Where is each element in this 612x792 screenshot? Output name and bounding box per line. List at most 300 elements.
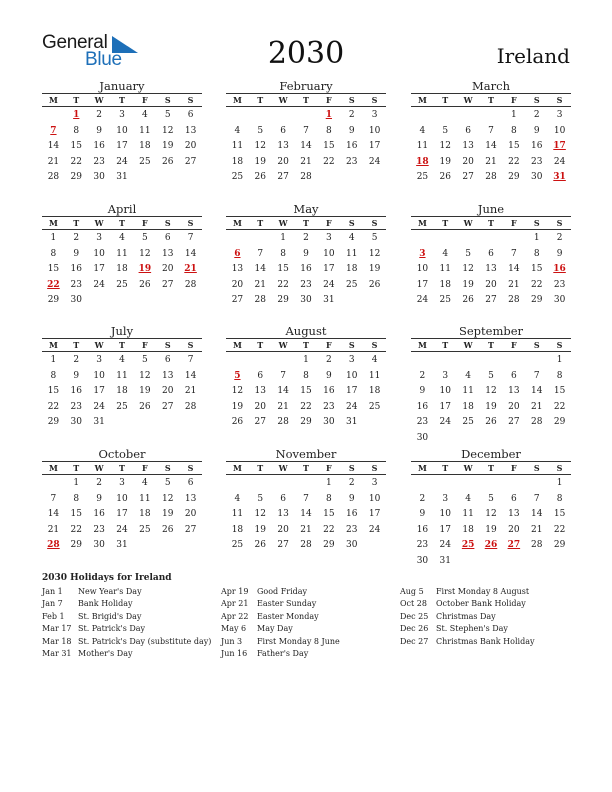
weekday-label: W — [463, 463, 473, 473]
day-cell: 14 — [47, 509, 60, 519]
day-cell: 9 — [73, 248, 80, 259]
weekday-label: W — [278, 95, 288, 105]
empty-day-cell — [226, 476, 249, 492]
day-cell: 27 — [231, 295, 244, 305]
day-cell: 21 — [47, 524, 60, 535]
day-cell: 27 — [161, 401, 174, 412]
day-cell: 28 — [277, 417, 289, 427]
day-cell: 7 — [280, 370, 286, 381]
day-cell: 3 — [371, 110, 378, 120]
day-cell: 15 — [47, 264, 60, 274]
day-cell: 18 — [139, 141, 151, 151]
empty-day-cell — [226, 108, 249, 124]
day-cell: 1 — [556, 478, 563, 488]
day-cell: 19 — [254, 156, 266, 167]
day-cell: 6 — [465, 125, 471, 136]
day-grid — [42, 475, 202, 554]
day-cell: 10 — [368, 125, 381, 136]
day-cell: 24 — [416, 295, 429, 305]
weekday-header — [226, 216, 386, 230]
day-cell: 29 — [530, 295, 543, 305]
day-cell: 23 — [70, 279, 82, 290]
day-cell: 23 — [530, 156, 543, 167]
day-cell: 21 — [254, 279, 266, 290]
day-cell: 28 — [485, 172, 497, 182]
day-cell: 18 — [139, 509, 151, 519]
holiday-date: Dec 26 — [400, 624, 429, 634]
day-cell: 20 — [254, 401, 266, 412]
day-cell: 5 — [164, 110, 171, 120]
weekday-header — [226, 93, 386, 107]
day-cell: 8 — [73, 125, 80, 136]
holiday-item — [221, 586, 399, 598]
holiday-item — [400, 636, 578, 648]
day-cell: 9 — [303, 248, 309, 259]
holiday-name: First Monday 8 August — [436, 587, 530, 596]
weekday-label: T — [73, 95, 80, 105]
day-cell: 1 — [73, 478, 80, 488]
day-cell: 24 — [93, 279, 105, 290]
day-cell: 16 — [345, 141, 358, 151]
day-cell: 15 — [323, 509, 335, 519]
weekday-header — [226, 461, 386, 475]
day-cell: 14 — [184, 248, 197, 259]
month-february — [226, 79, 386, 186]
day-cell: 10 — [93, 370, 105, 381]
month-title: November — [275, 447, 337, 461]
day-cell: 23 — [416, 540, 429, 550]
day-cell: 26 — [139, 401, 151, 412]
day-cell: 24 — [93, 401, 105, 412]
holiday-day-cell: 26 — [484, 540, 498, 550]
empty-day-cell — [502, 231, 525, 247]
day-cell: 12 — [161, 493, 174, 504]
day-cell: 27 — [277, 540, 289, 550]
month-title: August — [285, 324, 327, 338]
month-title: April — [107, 202, 137, 216]
holiday-name: Christmas Day — [436, 611, 496, 621]
day-cell: 28 — [300, 172, 312, 182]
day-cell: 20 — [508, 401, 520, 412]
day-cell: 20 — [161, 264, 174, 274]
day-cell: 19 — [161, 141, 174, 151]
day-cell: 8 — [73, 493, 80, 504]
day-cell: 4 — [465, 370, 471, 381]
weekday-label: T — [488, 95, 494, 105]
day-cell: 11 — [439, 264, 451, 274]
day-cell: 16 — [530, 141, 543, 151]
day-cell: 14 — [47, 141, 60, 151]
day-cell: 19 — [462, 279, 474, 290]
weekday-label: S — [164, 463, 171, 473]
day-cell: 3 — [442, 370, 449, 381]
holiday-name: Bank Holiday — [78, 599, 133, 609]
day-cell: 11 — [231, 141, 244, 151]
day-cell: 26 — [439, 172, 451, 182]
day-cell: 15 — [70, 141, 82, 151]
holiday-name: St. Patrick's Day — [78, 624, 146, 634]
weekday-label: M — [417, 218, 427, 228]
day-cell: 18 — [462, 401, 474, 412]
day-cell: 21 — [300, 156, 312, 167]
day-cell: 15 — [47, 386, 60, 396]
day-cell: 6 — [187, 110, 194, 120]
day-grid — [42, 230, 202, 309]
day-cell: 12 — [139, 248, 151, 259]
day-cell: 24 — [323, 279, 335, 290]
day-cell: 11 — [139, 493, 151, 504]
day-cell: 3 — [119, 110, 125, 120]
day-cell: 13 — [277, 509, 289, 519]
holiday-day-cell: 5 — [234, 370, 241, 381]
day-cell: 21 — [485, 156, 497, 167]
weekday-label: M — [48, 95, 58, 105]
weekday-label: W — [94, 463, 104, 473]
holiday-date: Jun 3 — [221, 636, 243, 646]
month-title: March — [472, 79, 510, 93]
day-cell: 13 — [184, 125, 197, 136]
day-cell: 17 — [439, 401, 451, 412]
day-cell: 11 — [231, 509, 244, 519]
day-cell: 13 — [462, 141, 474, 151]
weekday-label: S — [371, 463, 378, 473]
day-cell: 30 — [416, 555, 429, 566]
day-cell: 7 — [303, 493, 309, 504]
weekday-label: M — [232, 95, 242, 105]
day-cell: 18 — [462, 524, 474, 535]
day-cell: 5 — [257, 125, 264, 136]
weekday-label: W — [278, 340, 288, 350]
day-cell: 5 — [141, 233, 148, 243]
holiday-date: Jan 7 — [42, 599, 63, 609]
day-cell: 8 — [303, 370, 309, 381]
weekday-label: W — [278, 218, 288, 228]
weekday-label: S — [187, 95, 194, 105]
day-cell: 21 — [47, 156, 60, 167]
logo-text-blue: Blue — [85, 49, 122, 70]
day-cell: 15 — [323, 141, 335, 151]
day-cell: 26 — [485, 417, 497, 427]
empty-day-cell — [226, 231, 249, 247]
holiday-day-cell: 7 — [50, 125, 57, 136]
holiday-name: Mother's Day — [78, 648, 133, 658]
day-cell: 1 — [556, 355, 563, 365]
day-cell: 17 — [368, 509, 381, 519]
day-cell: 1 — [533, 233, 540, 243]
weekday-header — [411, 93, 571, 107]
weekday-label: S — [371, 95, 378, 105]
day-cell: 25 — [231, 540, 244, 550]
weekday-label: S — [348, 95, 355, 105]
holiday-name: Easter Monday — [257, 611, 319, 621]
day-cell: 20 — [277, 156, 289, 167]
month-july — [42, 324, 202, 431]
holiday-date: Apr 21 — [221, 599, 249, 609]
holiday-list-title: 2030 Holidays for Ireland — [42, 573, 172, 583]
day-cell: 4 — [119, 233, 125, 243]
day-cell: 28 — [508, 295, 520, 305]
day-cell: 27 — [254, 417, 266, 427]
day-cell: 26 — [254, 540, 266, 550]
holiday-name: Easter Sunday — [257, 599, 317, 609]
day-cell: 15 — [300, 386, 312, 396]
day-cell: 23 — [416, 417, 429, 427]
month-march — [411, 79, 571, 186]
weekday-label: S — [371, 218, 378, 228]
page-header — [0, 0, 612, 80]
weekday-header — [42, 338, 202, 352]
holiday-item — [221, 636, 399, 648]
day-cell: 12 — [485, 386, 497, 396]
day-cell: 27 — [485, 295, 497, 305]
day-grid — [411, 352, 571, 446]
day-cell: 10 — [439, 386, 451, 396]
weekday-label: S — [164, 340, 171, 350]
empty-day-cell — [457, 108, 480, 124]
day-cell: 29 — [277, 295, 289, 305]
empty-day-cell — [411, 231, 434, 247]
day-cell: 10 — [323, 248, 335, 259]
weekday-label: S — [348, 218, 355, 228]
day-cell: 5 — [488, 493, 494, 504]
weekday-label: T — [303, 340, 309, 350]
day-cell: 9 — [348, 493, 355, 504]
holiday-name: Father's Day — [257, 648, 309, 658]
holiday-date: Feb 1 — [42, 611, 65, 621]
weekday-label: M — [48, 340, 58, 350]
holiday-item — [42, 611, 220, 623]
day-cell: 25 — [139, 524, 151, 535]
holiday-name: May Day — [257, 624, 293, 634]
holiday-date: Jun 16 — [221, 648, 248, 658]
empty-day-cell — [434, 108, 457, 124]
weekday-label: F — [142, 463, 148, 473]
day-cell: 30 — [93, 172, 105, 182]
holiday-day-cell: 3 — [419, 248, 426, 259]
month-may — [226, 202, 386, 309]
holiday-column — [400, 586, 578, 648]
day-cell: 29 — [70, 172, 82, 182]
holiday-day-cell: 16 — [553, 264, 566, 274]
holiday-date: Aug 5 — [400, 587, 424, 596]
weekday-label: S — [556, 340, 563, 350]
day-cell: 3 — [442, 493, 449, 504]
day-cell: 4 — [371, 355, 378, 365]
holiday-date: Mar 31 — [42, 648, 72, 658]
day-cell: 6 — [187, 478, 194, 488]
day-cell: 16 — [416, 524, 429, 535]
weekday-label: T — [303, 218, 309, 228]
day-cell: 3 — [96, 233, 102, 243]
day-cell: 17 — [116, 509, 128, 519]
holiday-day-cell: 21 — [184, 264, 197, 274]
holiday-item — [42, 623, 220, 635]
day-cell: 31 — [323, 295, 335, 305]
weekday-label: S — [187, 463, 194, 473]
day-cell: 16 — [93, 509, 105, 519]
day-cell: 24 — [345, 401, 358, 412]
day-cell: 16 — [70, 264, 82, 274]
holiday-name: New Year's Day — [78, 587, 142, 596]
day-cell: 30 — [530, 172, 543, 182]
holiday-name: Christmas Bank Holiday — [436, 636, 535, 646]
day-cell: 23 — [323, 401, 335, 412]
day-grid — [411, 107, 571, 186]
day-cell: 4 — [348, 233, 355, 243]
day-cell: 5 — [442, 125, 449, 136]
day-cell: 25 — [439, 295, 451, 305]
day-cell: 20 — [184, 509, 197, 519]
holiday-day-cell: 28 — [47, 540, 60, 550]
day-cell: 6 — [164, 355, 171, 365]
day-cell: 30 — [553, 295, 566, 305]
day-cell: 16 — [70, 386, 82, 396]
day-cell: 19 — [485, 524, 497, 535]
day-cell: 26 — [161, 156, 174, 167]
empty-day-cell — [295, 108, 318, 124]
holiday-item — [42, 636, 220, 648]
day-cell: 10 — [439, 509, 451, 519]
day-cell: 14 — [300, 141, 312, 151]
weekday-label: S — [533, 340, 540, 350]
day-cell: 8 — [556, 493, 563, 504]
day-cell: 21 — [184, 386, 197, 396]
weekday-label: T — [73, 218, 80, 228]
day-cell: 14 — [530, 509, 543, 519]
day-cell: 15 — [553, 386, 566, 396]
weekday-label: T — [303, 95, 309, 105]
month-title: October — [98, 447, 146, 461]
day-cell: 28 — [530, 417, 543, 427]
weekday-label: S — [371, 340, 378, 350]
weekday-label: T — [303, 463, 309, 473]
day-cell: 12 — [161, 125, 174, 136]
day-cell: 11 — [116, 370, 128, 381]
month-title: June — [477, 202, 505, 216]
weekday-label: W — [94, 340, 104, 350]
day-cell: 8 — [280, 248, 286, 259]
day-cell: 5 — [164, 478, 171, 488]
day-cell: 24 — [439, 540, 451, 550]
weekday-label: F — [326, 463, 332, 473]
day-cell: 27 — [184, 524, 197, 535]
holiday-day-cell: 6 — [234, 248, 241, 259]
month-title: May — [293, 202, 319, 216]
day-cell: 4 — [141, 478, 148, 488]
day-cell: 19 — [254, 524, 266, 535]
day-cell: 27 — [462, 172, 474, 182]
day-cell: 5 — [371, 233, 378, 243]
day-cell: 12 — [368, 248, 381, 259]
holiday-day-cell: 19 — [138, 264, 152, 274]
day-cell: 4 — [465, 493, 471, 504]
day-cell: 30 — [345, 540, 358, 550]
day-cell: 15 — [70, 509, 82, 519]
day-cell: 6 — [510, 493, 517, 504]
day-cell: 4 — [119, 355, 125, 365]
holiday-date: Dec 27 — [400, 636, 429, 646]
day-cell: 28 — [184, 401, 197, 412]
holiday-day-cell: 1 — [325, 110, 332, 120]
day-cell: 25 — [416, 172, 429, 182]
day-cell: 2 — [73, 355, 80, 365]
day-cell: 2 — [96, 478, 102, 488]
holiday-day-cell: 27 — [507, 540, 521, 550]
day-cell: 19 — [439, 156, 451, 167]
day-cell: 2 — [348, 478, 355, 488]
day-cell: 30 — [70, 295, 82, 305]
empty-day-cell — [480, 231, 503, 247]
day-cell: 1 — [50, 355, 57, 365]
day-cell: 7 — [488, 125, 494, 136]
holiday-name: First Monday 8 June — [257, 636, 340, 646]
weekday-label: W — [463, 218, 473, 228]
weekday-label: M — [417, 340, 427, 350]
empty-day-cell — [42, 108, 65, 124]
day-cell: 31 — [116, 172, 128, 182]
day-cell: 11 — [416, 141, 429, 151]
day-cell: 9 — [556, 248, 563, 259]
day-cell: 26 — [462, 295, 474, 305]
day-cell: 28 — [47, 172, 60, 182]
day-cell: 23 — [345, 524, 358, 535]
day-cell: 26 — [254, 172, 266, 182]
weekday-label: S — [348, 463, 355, 473]
weekday-label: M — [417, 95, 427, 105]
day-cell: 8 — [50, 370, 57, 381]
day-cell: 22 — [300, 401, 312, 412]
weekday-label: T — [488, 340, 494, 350]
day-cell: 12 — [439, 141, 451, 151]
weekday-label: T — [257, 95, 264, 105]
holiday-name: St. Brigid's Day — [78, 611, 142, 621]
day-cell: 13 — [508, 386, 520, 396]
weekday-label: F — [326, 95, 332, 105]
weekday-header — [42, 461, 202, 475]
day-cell: 17 — [345, 386, 358, 396]
weekday-label: M — [232, 340, 242, 350]
day-cell: 25 — [368, 401, 381, 412]
day-cell: 19 — [485, 401, 497, 412]
day-cell: 13 — [254, 386, 266, 396]
day-cell: 3 — [96, 355, 102, 365]
day-cell: 24 — [368, 156, 381, 167]
day-cell: 25 — [462, 417, 474, 427]
holiday-day-cell: 18 — [416, 156, 429, 167]
weekday-label: S — [556, 95, 563, 105]
day-cell: 3 — [348, 355, 355, 365]
empty-day-cell — [411, 476, 434, 492]
day-cell: 30 — [70, 417, 82, 427]
day-cell: 10 — [116, 493, 128, 504]
day-grid — [411, 230, 571, 309]
empty-day-cell — [457, 231, 480, 247]
weekday-label: S — [556, 218, 563, 228]
day-cell: 31 — [116, 540, 128, 550]
logo-text-general: General — [42, 32, 108, 53]
day-cell: 2 — [303, 233, 309, 243]
day-cell: 31 — [93, 417, 105, 427]
holiday-day-cell: 25 — [461, 540, 475, 550]
day-cell: 19 — [231, 401, 244, 412]
day-cell: 22 — [47, 401, 60, 412]
day-cell: 22 — [530, 279, 543, 290]
empty-day-cell — [525, 353, 548, 369]
holiday-date: Apr 22 — [221, 611, 249, 621]
weekday-label: T — [442, 95, 449, 105]
day-cell: 22 — [277, 279, 289, 290]
weekday-label: F — [142, 340, 148, 350]
